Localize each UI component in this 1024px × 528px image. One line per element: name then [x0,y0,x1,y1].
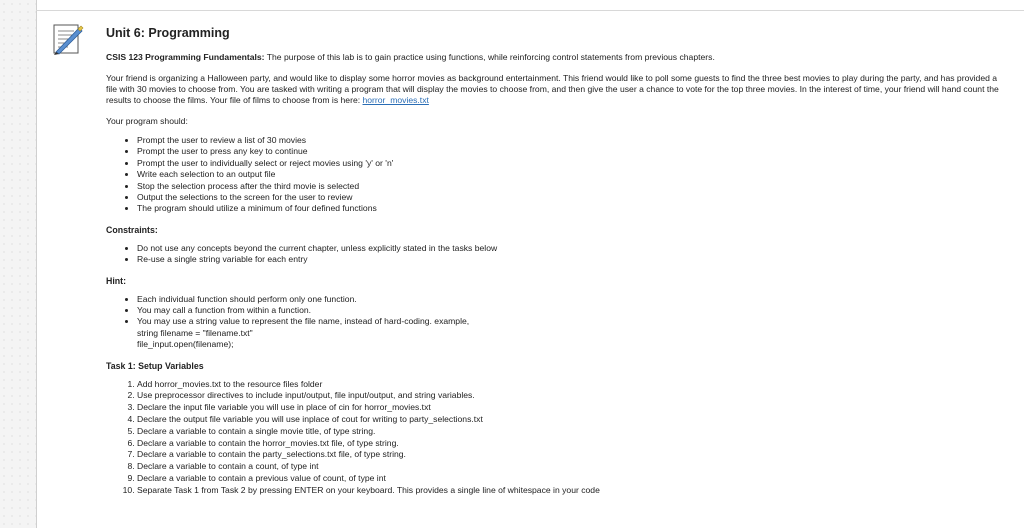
list-item: 1. Add horror_movies.txt to the resource files folder [137,379,1006,391]
list-item: • Output the selections to the screen for the user to review [137,192,1006,203]
list-item: • Re-use a single string variable for each entry [137,254,1006,265]
list-item: • Do not use any concepts beyond the current chapter, unless explicitly stated in the tasks below [137,243,1006,254]
course-name: CSIS 123 Programming Fundamentals: [106,52,265,62]
program-requirements-list [106,135,1006,215]
assignment-document-icon [50,22,84,56]
unit-title: Unit 6: Programming [106,26,230,40]
scenario-paragraph [106,73,1006,106]
list-item: 9. Declare a variable to contain a previous value of count, of type int [137,473,1006,485]
code-example-line: file_input.open(filename); [137,339,234,350]
list-item: 7. Declare a variable to contain the party_selections.txt file, of type string. [137,449,1006,461]
intro-paragraph [106,52,1006,63]
list-item: 5. Declare a variable to contain a single movie title, of type string. [137,426,1006,438]
code-example-line: string filename = "filename.txt" [137,327,253,338]
list-item: • Prompt the user to review a list of 30 movies [137,135,1006,146]
constraints-list [106,243,1006,266]
list-item: 10. Separate Task 1 from Task 2 by pressing ENTER on your keyboard. This provides a single line of whitespace in your code [137,485,1006,497]
task1-steps-list [106,379,1006,497]
constraints-heading: Constraints: [106,224,158,235]
lab-purpose: The purpose of this lab is to gain practice using functions, while reinforcing control statements from previous chapters. [264,52,715,62]
horror-movies-file-link[interactable]: horror_movies.txt [362,95,429,105]
scenario-text: Your friend is organizing a Halloween party, and would like to display some horror movies as background entertainment. This friend would like to poll some guests to find the three best movies to play during the party, and has provided a file with 30 movies to choose from. You are tasked with writing a program that will display the movies to choose from, and then give the user a chance to vote for the top three movies. In the interest of time, your friend will hand count the results to choose the films. Your file of films to choose from is here: [106,73,999,105]
hint-list [106,294,1006,351]
list-item: • Prompt the user to press any key to continue [137,146,1006,157]
list-item: • Stop the selection process after the third movie is selected [137,181,1006,192]
list-item [137,316,1006,350]
left-gutter [0,0,37,528]
list-item: • Write each selection to an output file [137,169,1006,180]
list-item: 4. Declare the output file variable you will use inplace of cout for writing to party_selections.txt [137,414,1006,426]
list-item: • Each individual function should perform only one function. [137,294,1006,305]
hint-heading: Hint: [106,275,127,286]
list-item: 6. Declare a variable to contain the horror_movies.txt file, of type string. [137,438,1006,450]
program-should-label: Your program should: [106,116,188,126]
top-divider [36,10,1024,11]
list-item: 3. Declare the input file variable you will use in place of cin for horror_movies.txt [137,402,1006,414]
list-item: • You may call a function from within a function. [137,305,1006,316]
task1-heading: Task 1: Setup Variables [106,360,204,371]
assignment-content [106,26,1006,497]
list-item: 8. Declare a variable to contain a count, of type int [137,461,1006,473]
list-item: • The program should utilize a minimum of four defined functions [137,203,1006,214]
list-item: 2. Use preprocessor directives to include input/output, file input/output, and string variables. [137,390,1006,402]
hint-filename-text: • You may use a string value to represent the file name, instead of hard-coding. example, [137,316,470,327]
list-item: • Prompt the user to individually select or reject movies using 'y' or 'n' [137,158,1006,169]
